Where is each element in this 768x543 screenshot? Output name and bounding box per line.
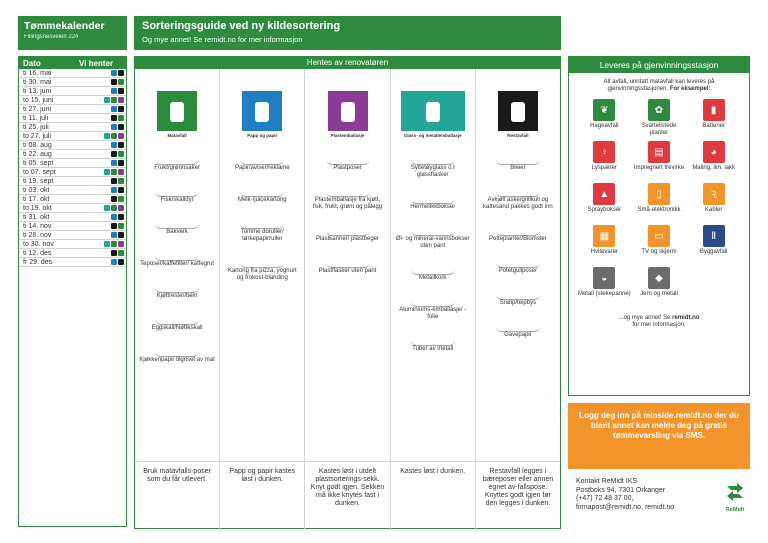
station-more	[569, 315, 749, 329]
page-header	[134, 16, 561, 50]
station-item	[632, 225, 687, 263]
plast-bin-icon	[118, 205, 124, 211]
papp-bin-icon	[111, 214, 117, 220]
station-item-icon: ✿	[648, 99, 670, 121]
waste-item	[476, 216, 560, 243]
fetch-column-header: Vi henter	[79, 58, 114, 68]
collection-calendar	[18, 16, 127, 527]
station-intro-bold: For eksempel:	[669, 86, 711, 92]
calendar-date: ti 14. nov	[23, 222, 52, 230]
waste-item-label: Avkjølt aske/grillkull og kattesand pakkes godt inn	[483, 197, 553, 210]
waste-item-label: Eggskall/Nøtteskall	[151, 325, 203, 331]
waste-category-label: Plastemballasje	[330, 133, 365, 138]
station-item-label: Lyspærer	[591, 165, 617, 171]
calendar-row	[19, 186, 126, 195]
more-post: for mer informasjon.	[632, 322, 686, 328]
promo-banner: Logg deg inn på minside.remidt.no der du blant annet kan melde deg på gratis tømmevarsling via SMS.	[568, 403, 750, 469]
waste-item-label: Metallkork	[419, 275, 447, 281]
calendar-date: ti 25. juli	[23, 123, 49, 131]
waste-item	[391, 326, 475, 353]
waste-item	[305, 248, 389, 275]
waste-category-label: Glass- og metallemballasje	[403, 133, 462, 138]
calendar-date: ti 17. okt	[23, 195, 50, 203]
waste-item	[135, 273, 219, 300]
station-item-icon: ▯	[648, 183, 670, 205]
waste-item-illustration	[240, 145, 284, 165]
fetch-icons	[111, 151, 124, 157]
waste-item-label: Potteplanter/Blomster	[489, 236, 547, 242]
rest-bin-icon	[111, 250, 117, 256]
contact-line-3: (+47) 72 48 37 00,	[576, 495, 634, 502]
waste-column	[476, 69, 560, 461]
mat-bin-icon	[118, 151, 124, 157]
contact-line-1: Kontakt ReMidt IKS	[576, 478, 638, 485]
waste-item-illustration	[155, 337, 199, 357]
waste-item	[391, 216, 475, 250]
waste-item	[305, 216, 389, 243]
waste-item-illustration	[155, 177, 199, 197]
calendar-row	[19, 150, 126, 159]
calendar-row	[19, 195, 126, 204]
rest-bin-icon	[111, 196, 117, 202]
fetch-icons	[111, 160, 124, 166]
rest-bin-icon	[118, 88, 124, 94]
calendar-header	[18, 16, 127, 50]
waste-category-label: Restavfall	[507, 133, 529, 138]
calendar-date: to 15. juni	[23, 96, 54, 104]
station-item-icon: ▤	[648, 141, 670, 163]
rest-bin-icon	[111, 79, 117, 85]
fetch-icons	[111, 196, 124, 202]
rest-bin-icon	[118, 187, 124, 193]
station-item-label: Byggavfall	[699, 249, 728, 255]
fetch-icons	[111, 142, 124, 148]
station-item-icon: ▮	[703, 99, 725, 121]
calendar-date: fr 29. des	[23, 258, 53, 266]
waste-item-label: Kjøkkenpapir tilgriset av mat	[139, 357, 215, 363]
calendar-row	[19, 96, 126, 105]
fetch-icons	[111, 223, 124, 229]
station-item	[632, 267, 687, 305]
mat-bin-icon	[118, 196, 124, 202]
waste-item	[305, 145, 389, 172]
rest-bin-icon	[118, 160, 124, 166]
calendar-row	[19, 249, 126, 258]
station-item-icon: ▲	[593, 183, 615, 205]
waste-item-label: Kartong fra pizza, yoghurt og frokost-blanding	[227, 268, 297, 281]
fetch-icons	[104, 241, 124, 247]
station-item-label: Hageavfall	[590, 123, 619, 129]
papp-bin-icon	[111, 124, 117, 130]
calendar-row	[19, 204, 126, 213]
waste-item-illustration	[155, 305, 199, 325]
calendar-date: to 19. okt	[23, 204, 52, 212]
waste-item-illustration	[411, 287, 455, 307]
station-item-icon: Ꝛ	[703, 183, 725, 205]
fetch-icons	[111, 250, 124, 256]
waste-item	[135, 145, 219, 172]
calendar-row	[19, 222, 126, 231]
fetch-icons	[104, 169, 124, 175]
station-item	[577, 267, 632, 305]
waste-item-label: Aluminiums-emballasje/ - folie	[399, 307, 467, 320]
station-item-icon: ◕	[703, 141, 725, 163]
waste-item-illustration	[155, 241, 199, 261]
station-item-label: TV og skjerm	[641, 249, 677, 255]
waste-item-label: Syltetøyglass o.l glassflasker	[410, 165, 455, 178]
waste-item	[476, 280, 560, 307]
calendar-date: ti 28. nov	[23, 231, 52, 239]
calendar-date: ti 11. juli	[23, 114, 49, 122]
waste-item	[220, 248, 304, 282]
station-item	[686, 99, 741, 137]
waste-items	[476, 145, 560, 339]
rest-bin-icon	[118, 142, 124, 148]
mat-bin-icon	[118, 178, 124, 184]
station-item-icon: ▦	[593, 225, 615, 247]
calendar-row	[19, 87, 126, 96]
waste-item-illustration	[155, 273, 199, 293]
mat-bin-icon	[118, 250, 124, 256]
plast-bin-icon	[118, 133, 124, 139]
calendar-date: ti 27. juni	[23, 105, 52, 113]
mat-bin-icon	[118, 223, 124, 229]
waste-column	[391, 69, 476, 461]
fetch-icons	[111, 124, 124, 130]
waste-item	[476, 177, 560, 211]
fetch-icons	[111, 259, 124, 265]
waste-items	[391, 145, 475, 353]
date-column-header: Dato	[23, 58, 41, 68]
station-item-icon: ◆	[648, 267, 670, 289]
waste-item	[135, 241, 219, 268]
calendar-date: ti 19. sept	[23, 177, 54, 185]
station-intro	[569, 73, 749, 97]
waste-item-label: Gavepapir	[504, 332, 532, 338]
waste-item-label: Snøip/teipbys	[499, 300, 537, 306]
waste-category-icon	[498, 91, 538, 131]
recycle-logo-icon	[724, 482, 746, 502]
waste-item-illustration	[240, 248, 284, 268]
fetch-icons	[111, 79, 124, 85]
waste-item-label: Bakverk	[166, 229, 188, 235]
calendar-row	[19, 213, 126, 222]
waste-instruction: Papp og papir kastes løst i dunken.	[220, 462, 305, 529]
calendar-date: ti 12. des	[23, 249, 52, 257]
waste-instruction: Restavfall legges i bæreposer eller annen egnet av-fallspose. Knyttes godt igjen før den legges i dunken.	[482, 468, 554, 507]
waste-item-illustration	[326, 248, 370, 268]
station-item-icon: ♀	[593, 141, 615, 163]
station-item	[632, 99, 687, 137]
station-intro-text: Alt avfall, unntatt matavfall kan leveres på gjenvinningsstasjonen.	[603, 79, 715, 92]
waste-item-label: Tomme doruller/ tørkepapirruller	[240, 229, 284, 242]
waste-category-icon	[242, 91, 282, 131]
station-item	[686, 183, 741, 221]
papp-bin-icon	[111, 106, 117, 112]
waste-instructions	[135, 461, 560, 529]
waste-item	[135, 305, 219, 332]
waste-item-illustration	[496, 312, 540, 332]
calendar-date: ti 08. aug	[23, 141, 52, 149]
waste-item-illustration	[496, 280, 540, 300]
waste-item-illustration	[411, 145, 455, 165]
waste-item-label: Potetgullposer	[498, 268, 538, 274]
station-item	[577, 141, 632, 179]
waste-category-label: Matavfall	[167, 133, 187, 138]
waste-item	[135, 337, 219, 364]
mat-bin-icon	[111, 241, 117, 247]
mat-bin-icon	[118, 79, 124, 85]
glass-bin-icon	[104, 169, 110, 175]
calendar-row	[19, 78, 126, 87]
contact-line-2: Postboks 94, 7301 Orkanger	[576, 486, 666, 494]
waste-item	[391, 145, 475, 179]
calendar-row	[19, 159, 126, 168]
waste-item	[476, 145, 560, 172]
waste-instruction: Kastes løst i utdelt plastsorterings-sekk. Knyt godt igjen. Sekken må ikke knytes fast i dunken.	[305, 462, 390, 529]
calendar-date: ti 31. okt	[23, 213, 50, 221]
waste-item-illustration	[155, 145, 199, 165]
waste-item-label: Teposer/kaffefilter/ kaffegrut	[140, 261, 214, 267]
remidt-logo	[720, 482, 750, 513]
rest-bin-icon	[111, 223, 117, 229]
waste-item	[220, 177, 304, 204]
glass-bin-icon	[104, 97, 110, 103]
waste-item-illustration	[496, 216, 540, 236]
mat-bin-icon	[111, 133, 117, 139]
waste-category-icon	[401, 91, 465, 131]
plast-bin-icon	[118, 97, 124, 103]
calendar-date: ti 05. sept	[23, 159, 54, 167]
rest-bin-icon	[111, 115, 117, 121]
waste-column	[135, 69, 220, 461]
plast-bin-icon	[118, 169, 124, 175]
fetch-icons	[111, 88, 124, 94]
calendar-address: Fillingsnesveien 224	[24, 34, 79, 40]
station-item	[632, 141, 687, 179]
waste-item	[305, 177, 389, 211]
waste-instruction: Kastes løst i dunken.	[391, 462, 476, 529]
station-item	[686, 225, 741, 263]
fetch-icons	[111, 178, 124, 184]
rest-bin-icon	[111, 151, 117, 157]
waste-item-illustration	[496, 145, 540, 165]
rest-bin-icon	[118, 70, 124, 76]
waste-item-illustration	[326, 177, 370, 197]
waste-item	[135, 209, 219, 236]
waste-item	[135, 177, 219, 204]
calendar-date: ti 13. juni	[23, 87, 52, 95]
station-item-label: Metall (stekepanne)	[577, 291, 631, 297]
rest-bin-icon	[111, 178, 117, 184]
waste-item	[220, 209, 304, 243]
station-item	[686, 141, 741, 179]
logo-text: ReMidt	[725, 507, 745, 513]
waste-column	[305, 69, 390, 461]
waste-item-illustration	[411, 326, 455, 346]
papp-bin-icon	[111, 160, 117, 166]
waste-item-illustration	[326, 145, 370, 165]
waste-item	[391, 255, 475, 282]
rest-bin-icon	[118, 259, 124, 265]
station-item-icon: Ⅱ	[703, 225, 725, 247]
waste-instruction: Bruk matavfalls-poser som du får utlevert.	[135, 462, 220, 529]
waste-category-label: Papp og papir	[247, 133, 278, 138]
papp-bin-icon	[111, 142, 117, 148]
waste-item	[476, 248, 560, 275]
more-link[interactable]: remidt.no	[672, 315, 700, 321]
waste-item-label: Melk-/juicekartong	[237, 197, 287, 203]
glass-bin-icon	[104, 133, 110, 139]
waste-item-label: Tuber av metall	[412, 346, 454, 352]
waste-item-label: Hermetikkbokser	[410, 204, 456, 210]
mat-bin-icon	[111, 169, 117, 175]
station-item-label: Maling, lim, lakk	[692, 165, 735, 171]
waste-item-illustration	[496, 177, 540, 197]
waste-category-icon	[328, 91, 368, 131]
papp-bin-icon	[111, 232, 117, 238]
waste-item	[391, 287, 475, 321]
calendar-date: to 27. juli	[23, 132, 52, 140]
rest-bin-icon	[118, 214, 124, 220]
fetch-icons	[111, 70, 124, 76]
waste-columns	[135, 69, 560, 461]
waste-item-label: Papir/aviser/reklame	[234, 165, 290, 171]
fetch-icons	[111, 106, 124, 112]
fetch-icons	[104, 97, 124, 103]
waste-item	[220, 145, 304, 172]
calendar-date: ti 22. aug	[23, 150, 52, 158]
waste-item-label: Fisk/skalldyr	[160, 197, 194, 203]
waste-item-illustration	[411, 184, 455, 204]
waste-item-label: Frukt/grønnsaker	[154, 165, 200, 171]
waste-item-label: Plastflasker uten pant	[318, 268, 377, 274]
station-item	[577, 225, 632, 263]
station-items	[569, 97, 749, 307]
waste-item-illustration	[240, 177, 284, 197]
calendar-row	[19, 105, 126, 114]
waste-category-icon	[157, 91, 197, 131]
fetch-icons	[111, 214, 124, 220]
station-item	[577, 183, 632, 221]
recycling-station-section	[568, 56, 750, 396]
calendar-table-header	[19, 57, 126, 69]
calendar-date: to 30. nov	[23, 240, 54, 248]
calendar-row	[19, 177, 126, 186]
curbside-section	[134, 56, 561, 529]
rest-bin-icon	[118, 106, 124, 112]
waste-items	[220, 145, 304, 282]
station-item-label: Impregnert trevirke	[633, 165, 685, 171]
fetch-icons	[104, 205, 124, 211]
waste-item-label: Bleier	[510, 165, 526, 171]
mat-bin-icon	[118, 115, 124, 121]
waste-items	[135, 145, 219, 364]
calendar-date: ti 16. mai	[23, 69, 52, 77]
waste-item-illustration	[240, 209, 284, 229]
glass-bin-icon	[104, 205, 110, 211]
station-item-icon: ❦	[593, 99, 615, 121]
station-item-label: Batterier	[702, 123, 725, 129]
waste-column	[220, 69, 305, 461]
fetch-icons	[111, 232, 124, 238]
calendar-row	[19, 141, 126, 150]
calendar-title: Tømmekalender	[24, 20, 105, 32]
papp-bin-icon	[111, 259, 117, 265]
glass-bin-icon	[104, 241, 110, 247]
calendar-date: ti 30. mai	[23, 78, 52, 86]
waste-item-label: Plastemballasje fra kjøtt, fisk, frukt, grønt og pålegg	[312, 197, 383, 210]
fetch-icons	[111, 187, 124, 193]
mat-bin-icon	[111, 97, 117, 103]
curbside-title: Hentes av renovatøren	[135, 57, 560, 69]
papp-bin-icon	[111, 88, 117, 94]
calendar-table	[18, 56, 127, 527]
waste-item-illustration	[326, 216, 370, 236]
waste-item-label: Plastposer	[333, 165, 362, 171]
waste-item-illustration	[411, 216, 455, 236]
waste-item	[391, 184, 475, 211]
waste-item-label: Kjøttrester/bein	[156, 293, 198, 299]
calendar-date: ti 03. okt	[23, 186, 50, 194]
station-title: Leveres på gjenvinningsstasjon	[569, 57, 749, 73]
station-item	[632, 183, 687, 221]
mat-bin-icon	[111, 205, 117, 211]
calendar-rows	[19, 69, 126, 267]
waste-item-label: Plastkanner/ plastbeger	[315, 236, 380, 242]
calendar-date: to 07. sept	[23, 168, 56, 176]
waste-item-label: Øl- og mineral-vannsbokser uten pant	[395, 236, 470, 249]
calendar-row	[19, 231, 126, 240]
station-item-icon: ◒	[593, 267, 615, 289]
contact-line-4[interactable]: firmapost@remidt.no, remidt.no	[576, 503, 675, 511]
station-item-label: Hvitevarer	[590, 249, 618, 255]
rest-bin-icon	[118, 232, 124, 238]
waste-item-illustration	[411, 255, 455, 275]
waste-item-illustration	[155, 209, 199, 229]
rest-bin-icon	[118, 124, 124, 130]
station-item-label: Sprayboksér	[587, 207, 622, 213]
station-item-label: Svartelistede planter	[641, 123, 677, 136]
calendar-row	[19, 132, 126, 141]
station-item-icon: ▭	[648, 225, 670, 247]
fetch-icons	[104, 133, 124, 139]
contact-info	[576, 478, 716, 512]
waste-item-illustration	[496, 248, 540, 268]
station-item-label: Små-elektronikk	[637, 207, 681, 213]
calendar-row	[19, 69, 126, 78]
papp-bin-icon	[111, 70, 117, 76]
more-pre: ...og mye annet! Se	[618, 315, 671, 321]
fetch-icons	[111, 115, 124, 121]
page-title: Sorteringsguide ved ny kildesortering	[142, 20, 341, 32]
station-item-label: Jern og metall	[640, 291, 678, 297]
calendar-row	[19, 258, 126, 267]
calendar-row	[19, 123, 126, 132]
papp-bin-icon	[111, 187, 117, 193]
station-item	[577, 99, 632, 137]
calendar-row	[19, 240, 126, 249]
calendar-row	[19, 114, 126, 123]
calendar-row	[19, 168, 126, 177]
waste-item	[476, 312, 560, 339]
plast-bin-icon	[118, 241, 124, 247]
station-item-label: Kabler	[704, 207, 723, 213]
page-subtitle: Og mye annet! Se remidt.no for mer informasjon	[142, 35, 303, 44]
waste-items	[305, 145, 389, 275]
